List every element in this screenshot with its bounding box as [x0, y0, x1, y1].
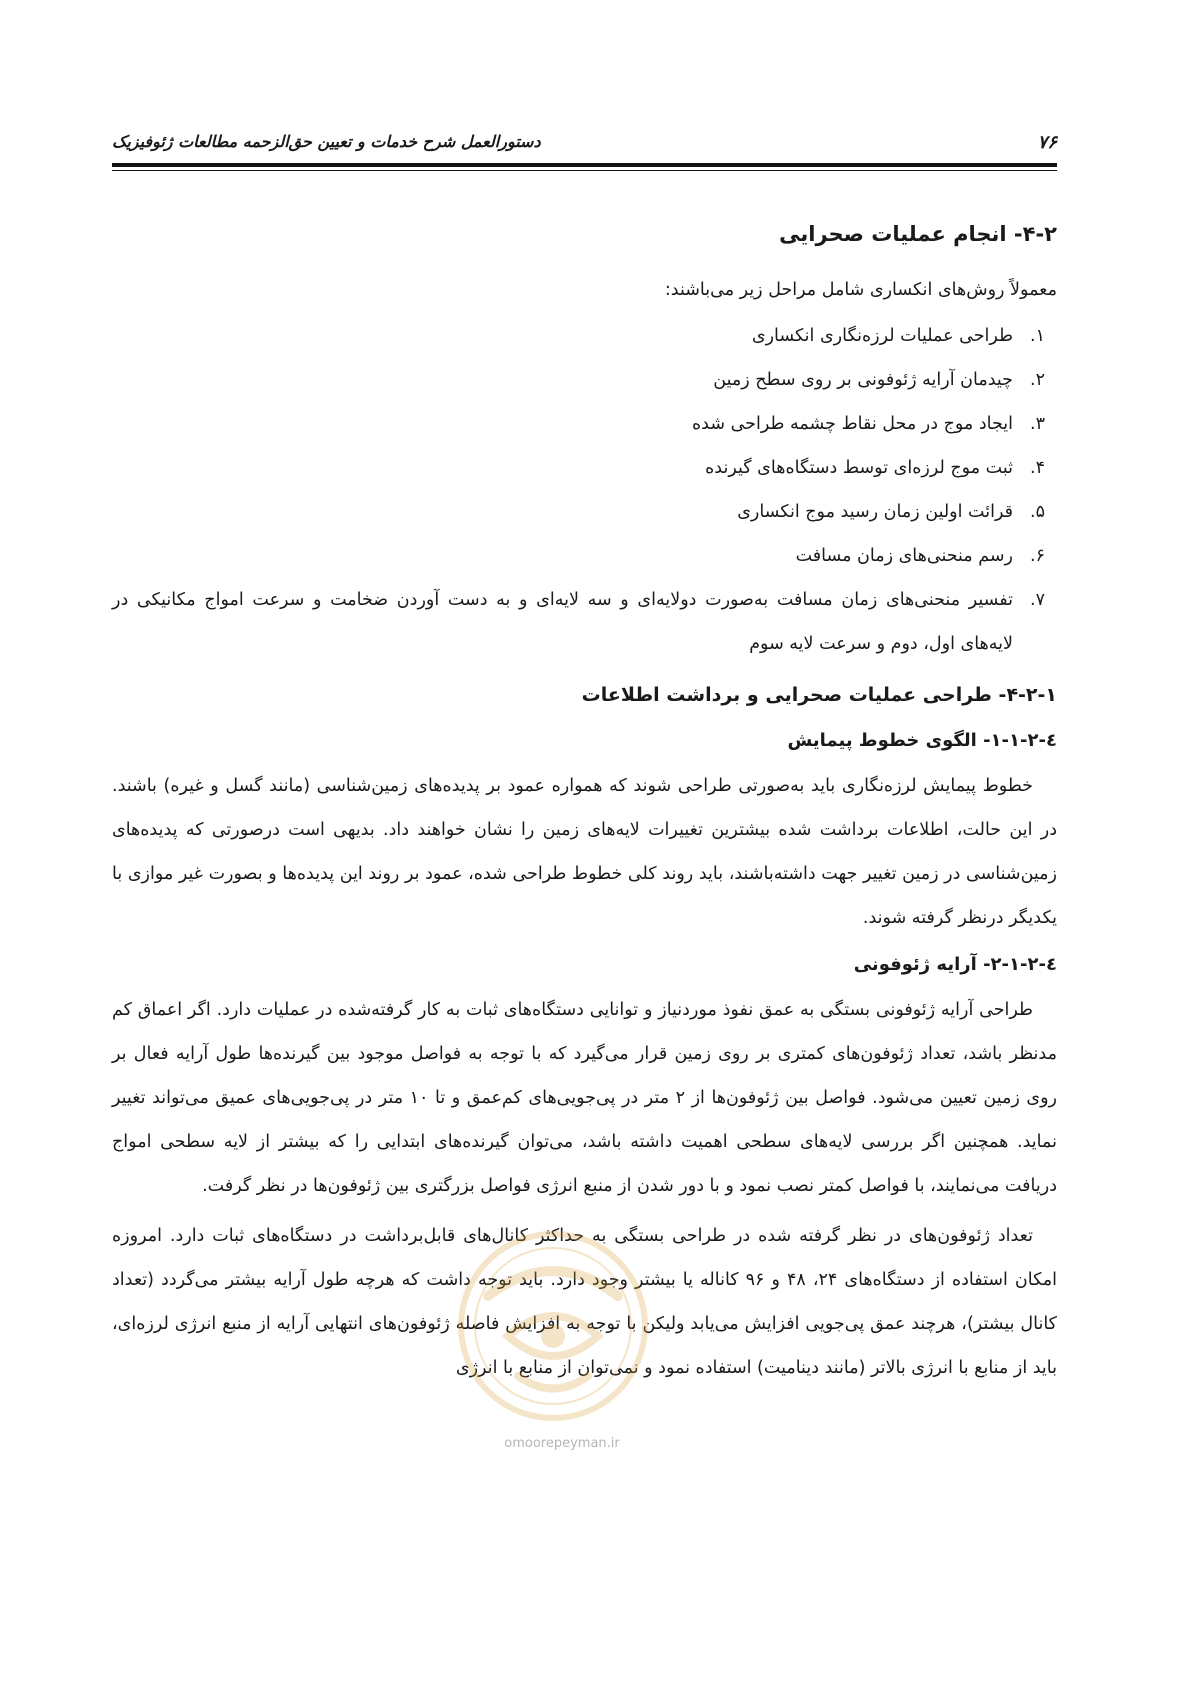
list-item-text: رسم منحنی‌های زمان مسافت: [795, 546, 1013, 566]
page-number: ۷۶: [1037, 132, 1057, 153]
list-item-text: ثبت موج لرزه‌ای توسط دستگاه‌های گیرنده: [705, 458, 1013, 478]
running-title: دستورالعمل شرح خدمات و تعیین حق‌الزحمه مطالعات ژئوفیزیک: [112, 132, 541, 151]
header-rule-thin: [112, 170, 1057, 171]
list-item-number: ۳.: [1030, 414, 1045, 434]
list-item: [112, 490, 1057, 534]
watermark-text: omoorepeyman.ir: [504, 1436, 620, 1451]
list-item-number: ۲.: [1030, 370, 1045, 390]
list-item-text: ایجاد موج در محل نقاط چشمه طراحی شده: [691, 414, 1013, 434]
list-item-text: قرائت اولین زمان رسید موج انکساری: [737, 502, 1013, 522]
section-heading: ۴-۲- انجام عملیات صحرایی: [779, 222, 1057, 246]
list-item-number: ۶.: [1030, 546, 1045, 566]
list-item-text: طراحی عملیات لرزه‌نگاری انکساری: [751, 326, 1013, 346]
list-item: [112, 314, 1057, 358]
survey-lines-heading: ٤-٢-١-١- الگوی خطوط پیمایش: [787, 730, 1057, 751]
list-item-number: ۱.: [1030, 326, 1045, 346]
list-item: [112, 358, 1057, 402]
survey-lines-paragraph: خطوط پیمایش لرزه‌نگاری باید به‌صورتی طراحی شوند که همواره عمود بر پدیده‌های زمین‌شناسی (مانند گسل و غیره) باشند. در این حالت، اطلاعات برداشت شده بیشترین تغییرات لایه‌های زمین را نشان خواهند داد. بدیهی است درصورتی که پدیده‌های زمین‌شناسی در زمین تغییر جهت داشته‌باشند، باید روند کلی خطوط طراحی شده، عمود بر روند این پدیده‌ها و بصورت غیر موازی با یکدیگر درنظر گرفته شوند.: [112, 776, 1057, 928]
page-content: [112, 218, 1057, 1396]
list-item-number: ۵.: [1030, 502, 1045, 522]
geophone-array-paragraph-2: تعداد ژئوفون‌های در نظر گرفته شده در طراحی بستگی به حداکثر کانال‌های قابل‌برداشت در دستگاه‌های ثبات دارد. امروزه امکان استفاده از دستگاه‌های ۲۴، ۴۸ و ۹۶ کاناله یا بیشتر وجود دارد. باید توجه داشت که هرچه طول آرایه بیشتر می‌گردد (تعداد کانال بیشتر)، هرچند عمق پی‌جویی افزایش می‌یابد ولیکن با توجه به افزایش فاصله ژئوفون‌های انتهایی آرایه از منبع انرژی لرزه‌ای، باید از منابع با انرژی بالاتر (مانند دینامیت) استفاده نمود و نمی‌توان از منابع با انرژی: [112, 1226, 1058, 1378]
page-header: [112, 128, 1057, 158]
geophone-array-paragraph-1: طراحی آرایه ژئوفونی بستگی به عمق نفوذ موردنیاز و توانایی دستگاه‌های ثبات به کار گرفته‌شده در عملیات دارد. اگر اعماق کم مدنظر باشد، تعداد ژئوفون‌های کمتری بر روی زمین قرار می‌گیرد که با توجه به فواصل موجود بین گیرنده‌ها طول آرایه فعال بر روی زمین تعیین می‌شود. فواصل بین ژئوفون‌ها از ۲ متر در پی‌جویی‌های کم‌عمق و تا ۱۰ متر در پی‌جویی‌های عمیق می‌تواند تغییر نماید. همچنین اگر بررسی لایه‌های سطحی اهمیت داشته باشد، می‌توان گیرنده‌های ابتدایی را که بیشتر از لایه سطحی امواج دریافت می‌نمایند، با فواصل کمتر نصب نمود و با دور شدن از منبع انرژی فواصل بزرگتری بین ژئوفون‌ها در نظر گرفت.: [112, 1000, 1058, 1196]
section-intro: معمولاً روش‌های انکساری شامل مراحل زیر می‌باشند:: [664, 280, 1057, 300]
geophone-array-heading: ٤-٢-١-٢- آرایه ژئوفونی: [853, 954, 1057, 975]
list-item-number: ۷.: [1030, 590, 1045, 610]
steps-list: [112, 314, 1057, 666]
list-item: [112, 534, 1057, 578]
list-item-text: چیدمان آرایه ژئوفونی بر روی سطح زمین: [713, 370, 1013, 390]
subsection-heading: ۴-۲-۱- طراحی عملیات صحرایی و برداشت اطلاعات: [581, 684, 1057, 706]
list-item: [112, 578, 1057, 666]
list-item: [112, 446, 1057, 490]
list-item-text: تفسیر منحنی‌های زمان مسافت به‌صورت دولایه‌ای و سه لایه‌ای و به دست آوردن ضخامت و سرعت امواج مکانیکی در لایه‌های اول، دوم و سرعت لایه سوم: [112, 590, 1013, 654]
list-item-number: ۴.: [1030, 458, 1045, 478]
watermark-seal-icon: [448, 1226, 658, 1426]
list-item: [112, 402, 1057, 446]
header-rule-thick: [112, 163, 1057, 167]
